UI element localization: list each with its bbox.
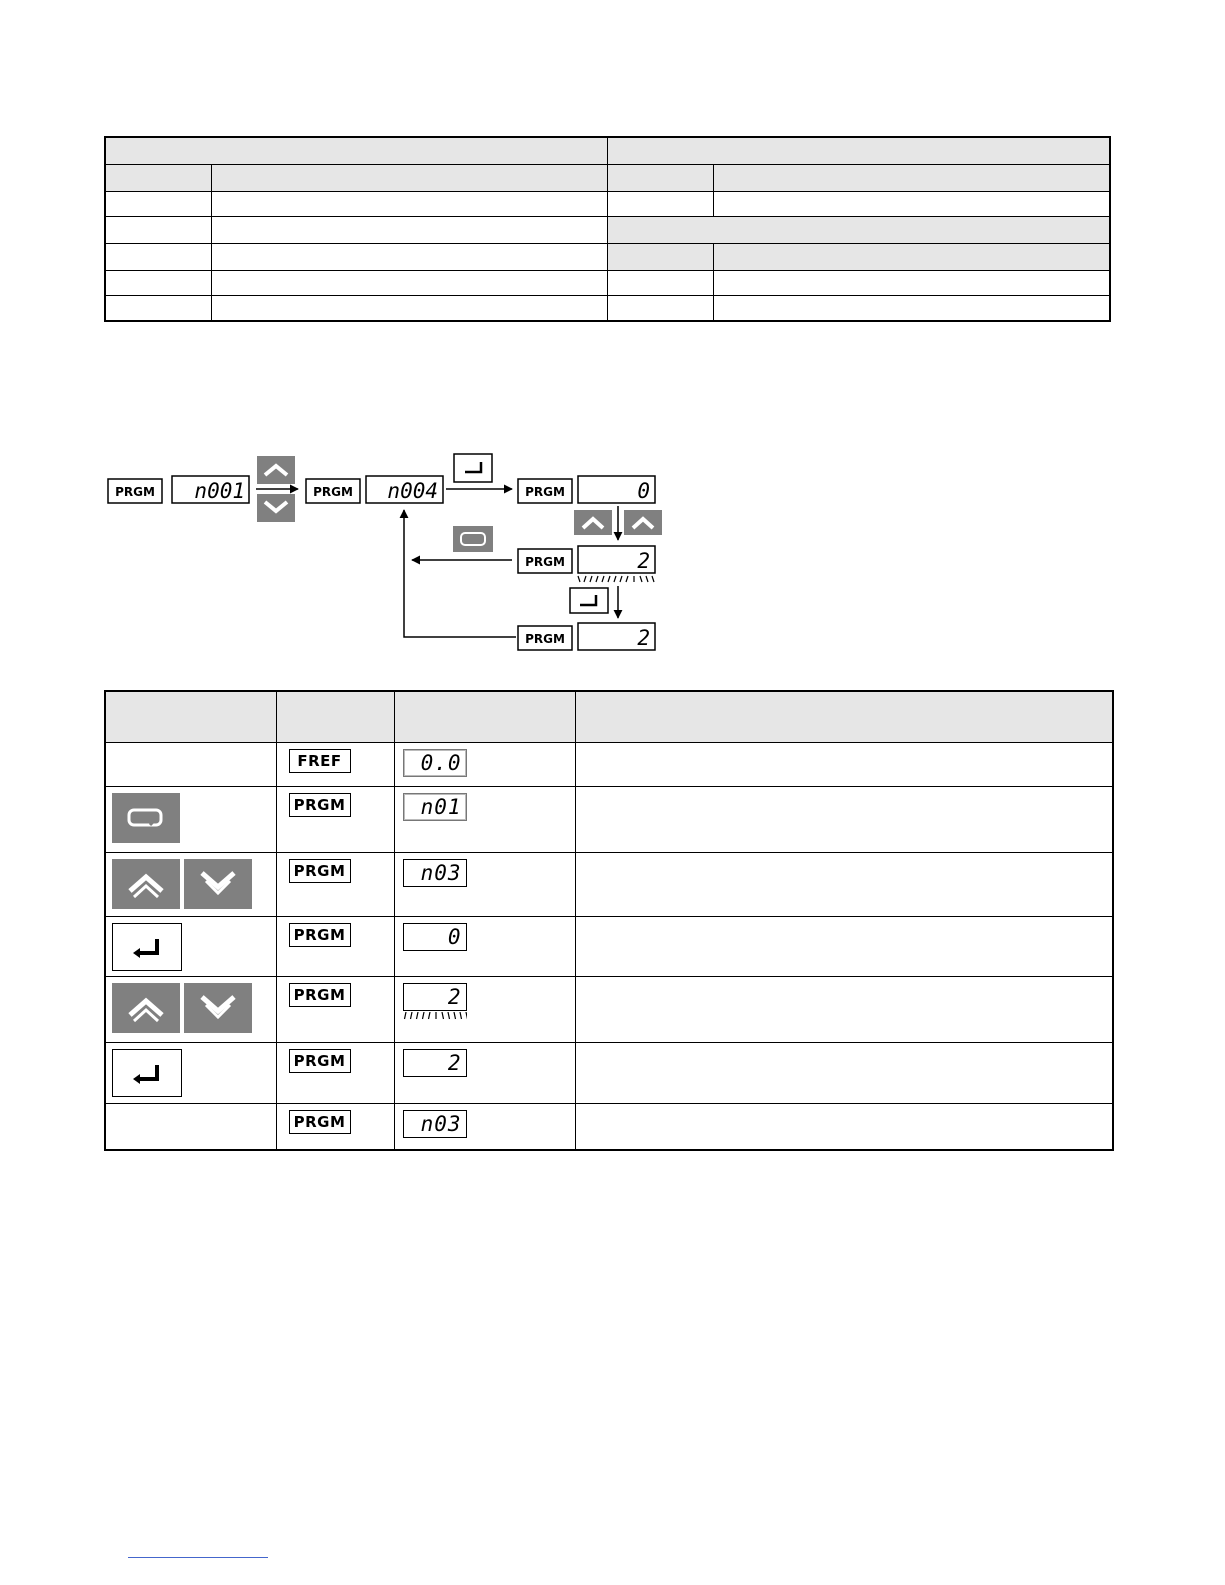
- table-subheader-cell: [211, 165, 607, 192]
- description-cell: [575, 977, 1113, 1043]
- mode-cell: [276, 853, 394, 917]
- key-cell: [105, 977, 276, 1043]
- up-key-icon: [257, 456, 295, 484]
- lcd-display: [578, 623, 655, 650]
- description-cell: [575, 787, 1113, 853]
- svg-text:PRGM: PRGM: [115, 485, 155, 499]
- flashing-indicator: [403, 1012, 467, 1020]
- table-subheader-cell: [607, 244, 713, 271]
- mode-key-icon: [112, 793, 180, 843]
- table-cell: [211, 192, 607, 217]
- display-cell: [394, 743, 575, 787]
- table-cell: [713, 271, 1110, 296]
- prgm-indicator: [518, 549, 572, 573]
- display-cell: [394, 917, 575, 977]
- mode-cell: [276, 743, 394, 787]
- table-section-header: [607, 217, 1110, 244]
- column-header-key: [105, 691, 276, 743]
- description-cell: [575, 1104, 1113, 1150]
- enter-key-icon: [112, 923, 182, 971]
- table-subheader-cell: [713, 165, 1110, 192]
- table-row: [105, 853, 1113, 917]
- svg-text:2: 2: [637, 626, 650, 650]
- table-cell: [105, 192, 211, 217]
- description-cell: [575, 743, 1113, 787]
- up-key-icon: [112, 859, 180, 909]
- column-header-mode: [276, 691, 394, 743]
- key-cell: [105, 1104, 276, 1150]
- mode-indicator: PRGM: [289, 923, 351, 947]
- footer-link-underline: [128, 1557, 268, 1558]
- enter-key-icon: [570, 588, 608, 613]
- key-cell: [105, 743, 276, 787]
- svg-text:PRGM: PRGM: [525, 555, 565, 569]
- svg-text:PRGM: PRGM: [313, 485, 353, 499]
- settings-table: [104, 136, 1111, 322]
- table-cell: [105, 217, 211, 244]
- table-row: [105, 787, 1113, 853]
- display-cell: [394, 787, 575, 853]
- mode-cell: [276, 787, 394, 853]
- lcd-display: n01: [403, 793, 467, 821]
- table-cell: [105, 244, 211, 271]
- prgm-indicator: [108, 479, 162, 503]
- table-cell: [211, 217, 607, 244]
- svg-text:n004: n004: [387, 479, 438, 503]
- table-row: [105, 977, 1113, 1043]
- procedure-table: [104, 690, 1114, 1151]
- prgm-indicator: [518, 626, 572, 650]
- table-header-left: [105, 137, 607, 165]
- mode-indicator: PRGM: [289, 1110, 351, 1134]
- down-key-icon: [184, 859, 252, 909]
- table-cell: [607, 296, 713, 322]
- procedure-rows: [105, 743, 1113, 1150]
- table-cell: [211, 296, 607, 322]
- up-key-icon: [574, 510, 612, 535]
- display-cell: [394, 1104, 575, 1150]
- table-row: [105, 1104, 1113, 1150]
- table-cell: [105, 271, 211, 296]
- table-cell: [713, 192, 1110, 217]
- enter-key-icon: [112, 1049, 182, 1097]
- key-cell: [105, 917, 276, 977]
- key-cell: [105, 787, 276, 853]
- display-cell: [394, 853, 575, 917]
- description-cell: [575, 917, 1113, 977]
- enter-key-icon: [454, 454, 492, 482]
- up-key-icon: [624, 510, 662, 535]
- mode-indicator: PRGM: [289, 983, 351, 1007]
- display-cell: [394, 977, 575, 1043]
- table-cell: [105, 296, 211, 322]
- mode-cell: [276, 1043, 394, 1104]
- table-subheader-cell: [713, 244, 1110, 271]
- table-cell: [607, 271, 713, 296]
- table-cell: [713, 296, 1110, 322]
- lcd-display-flashing: [578, 546, 655, 582]
- up-key-icon: [112, 983, 180, 1033]
- lcd-display: 2: [403, 983, 467, 1011]
- description-cell: [575, 853, 1113, 917]
- mode-key-icon: [453, 526, 493, 552]
- mode-indicator: PRGM: [289, 859, 351, 883]
- column-header-display: [394, 691, 575, 743]
- prgm-indicator: [306, 479, 360, 503]
- svg-text:0: 0: [637, 479, 650, 503]
- lcd-display: 0.0: [403, 749, 467, 777]
- lcd-display: [366, 476, 443, 503]
- table-row: [105, 917, 1113, 977]
- lcd-display: n03: [403, 859, 467, 887]
- svg-text:PRGM: PRGM: [525, 632, 565, 646]
- parameter-flow-diagram: [104, 448, 674, 663]
- mode-cell: [276, 1104, 394, 1150]
- down-key-icon: [257, 494, 295, 522]
- lcd-display: n03: [403, 1110, 467, 1138]
- key-cell: [105, 1043, 276, 1104]
- key-cell: [105, 853, 276, 917]
- down-key-icon: [184, 983, 252, 1033]
- table-cell: [211, 271, 607, 296]
- column-header-description: [575, 691, 1113, 743]
- table-cell: [607, 192, 713, 217]
- lcd-display: 2: [403, 1049, 467, 1077]
- mode-indicator: FREF: [289, 749, 351, 773]
- mode-cell: [276, 917, 394, 977]
- description-cell: [575, 1043, 1113, 1104]
- lcd-display: [172, 476, 249, 503]
- mode-indicator: PRGM: [289, 793, 351, 817]
- table-subheader-cell: [105, 165, 211, 192]
- table-row: [105, 1043, 1113, 1104]
- lcd-display: [578, 476, 655, 503]
- mode-indicator: PRGM: [289, 1049, 351, 1073]
- display-cell: [394, 1043, 575, 1104]
- svg-text:2: 2: [637, 549, 650, 573]
- svg-text:PRGM: PRGM: [525, 485, 565, 499]
- svg-text:n001: n001: [194, 479, 245, 503]
- table-row: [105, 743, 1113, 787]
- lcd-display: 0: [403, 923, 467, 951]
- table-cell: [211, 244, 607, 271]
- prgm-indicator: [518, 479, 572, 503]
- table-header-right: [607, 137, 1110, 165]
- table-subheader-cell: [607, 165, 713, 192]
- mode-cell: [276, 977, 394, 1043]
